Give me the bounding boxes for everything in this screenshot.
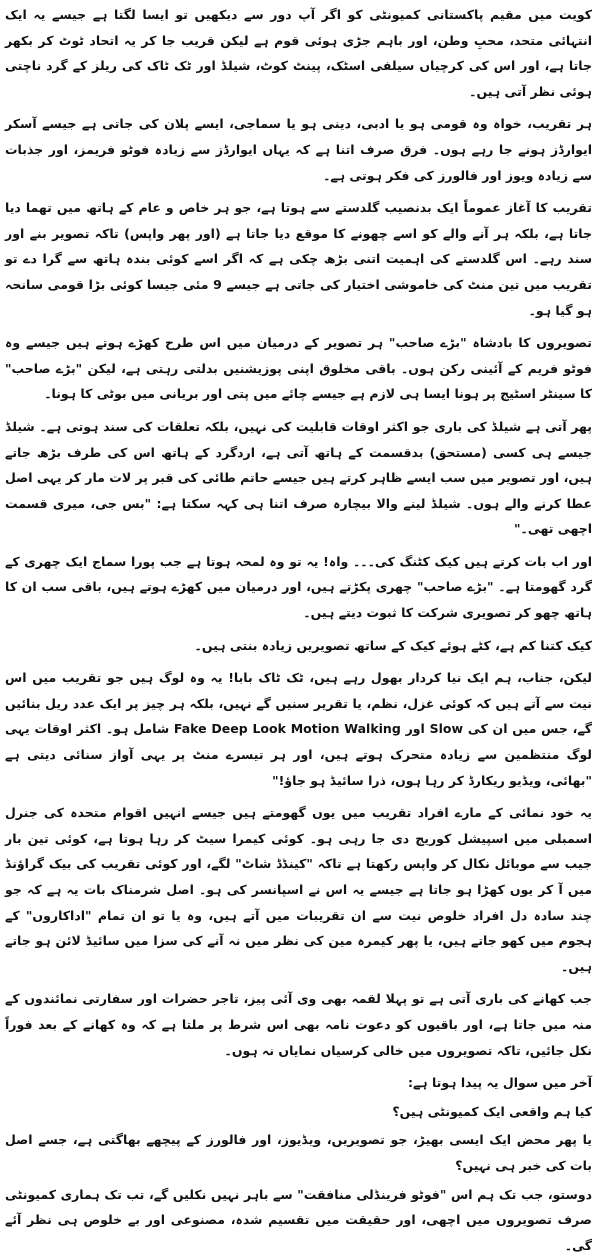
- paragraph-question: کیا ہم واقعی ایک کمیونٹی ہیں؟: [392, 1103, 592, 1119]
- paragraph-intro: کویت میں مقیم پاکستانی کمیونٹی کو اگر آپ دور سے دیکھیں تو ایسا لگتا ہے جیسے یہ ایک انتہائی متحد، محبِ وطن، اور باہم جڑی ہوئی قوم ہے لیکن قریب جا کر یہ اتحاد ٹوٹ کر بکھر جاتا ہے، اور اس کی کرچیاں سیلفی اسٹک، پینٹ کوٹ، شیلڈ اور ٹک ٹاک کی ریلز کے گرد ناچتی ہوئی نظر آتی ہیں۔: [5, 7, 592, 99]
- paragraph-self-promotion: یہ خود نمائی کے مارے افراد تقریب میں یوں گھومتے ہیں جیسے انہیں اقوام متحدہ کی جنرل اسمبلی میں اسپیشل کوریج دی جا رہی ہو۔ کوئی کیمرا سیٹ کر رہا ہوتا ہے، کوئی تین بار جیب سے موبائل نکال کر واپس رکھتا ہے تاکہ "کینڈڈ شاٹ" لگے، اور کوئی تقریب کی بیک گراؤنڈ میں آ کر یوں کھڑا ہو جاتا ہے جیسے یہ اس نے اسپانسر کی ہو۔ اصل شرمناک بات یہ ہے کہ جو چند سادہ دل افراد خلوص نیت سے ان تقریبات میں آتے ہیں، وہ یا تو ان تمام "اداکاروں" کے ہجوم میں کھو جاتے ہیں، یا پھر کیمرہ مین کی نظر میں نہ آنے کی سزا میں سائیڈ لائن ہو جاتے ہیں۔: [5, 805, 592, 974]
- paragraph-shield: پھر آتی ہے شیلڈ کی باری جو اکثر اوقات قابلیت کی نہیں، بلکہ تعلقات کی سند ہوتی ہے۔ شیلڈ جیسے ہی کسی (مستحق) بدقسمت کے ہاتھ آتی ہے، اردگرد کے ہاتھ اس کی طرف بڑھ جاتے ہیں، اور تصویر میں سب ایسے ظاہر کرتے ہیں جیسے حاتم طائی کی قبر پر لات مار کر یہی اصل عطا کرنے والے ہوں۔ شیلڈ لینے والا بیچارہ صرف اتنا ہی کہہ سکتا ہے: "بس جی، میری قسمت اچھی تھی۔": [5, 418, 592, 537]
- paragraph-bouquet: تقریب کا آغاز عموماً ایک بدنصیب گلدستے سے ہوتا ہے، جو ہر خاص و عام کے ہاتھ میں تھما دیا جاتا ہے، بلکہ ہر آنے والے کو اسے چھونے کا موقع دیا جاتا ہے (اور پھر واپس) تاکہ تصویر بنے اور سند رہے۔ اس گلدستے کی اہمیت اتنی بڑھ چکی ہے کہ اگر اسے کوئی بندہ ہاتھ سے گرا دے تو تقریب میں تین منٹ کی خاموشی اختیار کی جاتی ہے جیسے 9 مئی جیسا کوئی بڑا قومی سانحہ ہو گیا ہو۔: [5, 200, 592, 318]
- paragraph-question-intro: آخر میں سوال یہ پیدا ہوتا ہے:: [407, 1075, 592, 1091]
- paragraph-bade-sahib: تصویروں کا بادشاہ "بڑے صاحب" ہر تصویر کے درمیان میں اس طرح کھڑے ہوتے ہیں جیسے وہ فوٹو فریم کے آئینی رکن ہوں۔ باقی مخلوق اپنی پوزیشنیں بدلتی رہتی ہے، لیکن "بڑے صاحب" کا سینٹر اسٹیج پر ہونا ایسا ہی لازم ہے جیسے چائے میں پتی اور بریانی میں بوٹی کا ہونا۔: [5, 335, 592, 402]
- paragraph-tiktok: لیکن، جناب، ہم ایک نیا کردار بھول رہے ہیں، ٹک ٹاک بابا! یہ وہ لوگ ہیں جو تقریب میں اس نیت سے آتے ہیں کہ کوئی غزل، نظم، یا تقریر سنیں گے نہیں، بلکہ ہر چیز پر ایک عدد ریل بنائیں گے، جس میں ان کی Slow اور Fake Deep Look Motion Walking شامل ہو۔ اکثر اوقات یہی لوگ منتظمین سے زیادہ متحرک ہوتے ہیں، اور ہر تیسرے منٹ پر یہی آواز سنائی دیتی ہے "بھائی، ویڈیو ریکارڈ کر رہا ہوں، ذرا سائیڈ ہو جاؤ!": [5, 670, 592, 788]
- paragraph-conclusion: دوستو، جب تک ہم اس "فوٹو فرینڈلی منافقت" سے باہر نہیں نکلیں گے، تب تک ہماری کمیونٹی صرف تصویروں میں اچھی، اور حقیقت میں تقسیم شدہ، مصنوعی اور بے خلوص ہی نظر آئے گی۔: [5, 1186, 592, 1253]
- paragraph-crowd: یا پھر محض ایک ایسی بھیڑ، جو تصویریں، ویڈیوز، اور فالورز کے پیچھے بھاگتی ہے، جسے اصل بات کی خبر ہی نہیں؟: [5, 1132, 592, 1173]
- paragraph-cake-photos: کیک کتنا کم ہے، کٹے ہوئے کیک کے ساتھ تصویریں زیادہ بنتی ہیں۔: [194, 637, 592, 653]
- paragraph-cake-cutting: اور اب بات کرتے ہیں کیک کٹنگ کی۔۔۔ واہ! یہ تو وہ لمحہ ہوتا ہے جب پورا سماج ایک چھری کے گرد گھومتا ہے۔ "بڑے صاحب" چھری پکڑتے ہیں، اور درمیان میں کھڑے ہوتے ہیں، باقی سب ان کا ہاتھ چھو کر تصویری شرکت کا ثبوت دیتے ہیں۔: [5, 553, 592, 621]
- paragraph-food: جب کھانے کی باری آتی ہے تو پہلا لقمہ بھی وی آئی پیز، تاجر حضرات اور سفارتی نمائندوں کے منہ میں جاتا ہے، اور باقیوں کو دعوت نامہ بھی اس شرط پر ملتا ہے کہ وہ کھانے کے بعد فوراً نکل جائیں، تاکہ تصویروں میں خالی کرسیاں نمایاں نہ ہوں۔: [5, 991, 592, 1058]
- paragraph-events: ہر تقریب، خواہ وہ قومی ہو یا ادبی، دینی ہو یا سماجی، ایسے پلان کی جاتی ہے جیسے آسکر ایوارڈز ہونے جا رہے ہوں۔ فرق صرف اتنا ہے کہ یہاں ایوارڈز سے زیادہ فوٹو فریمز، اور جذبات سے زیادہ ویوز اور فالورز کی فکر ہوتی ہے۔: [5, 116, 592, 183]
